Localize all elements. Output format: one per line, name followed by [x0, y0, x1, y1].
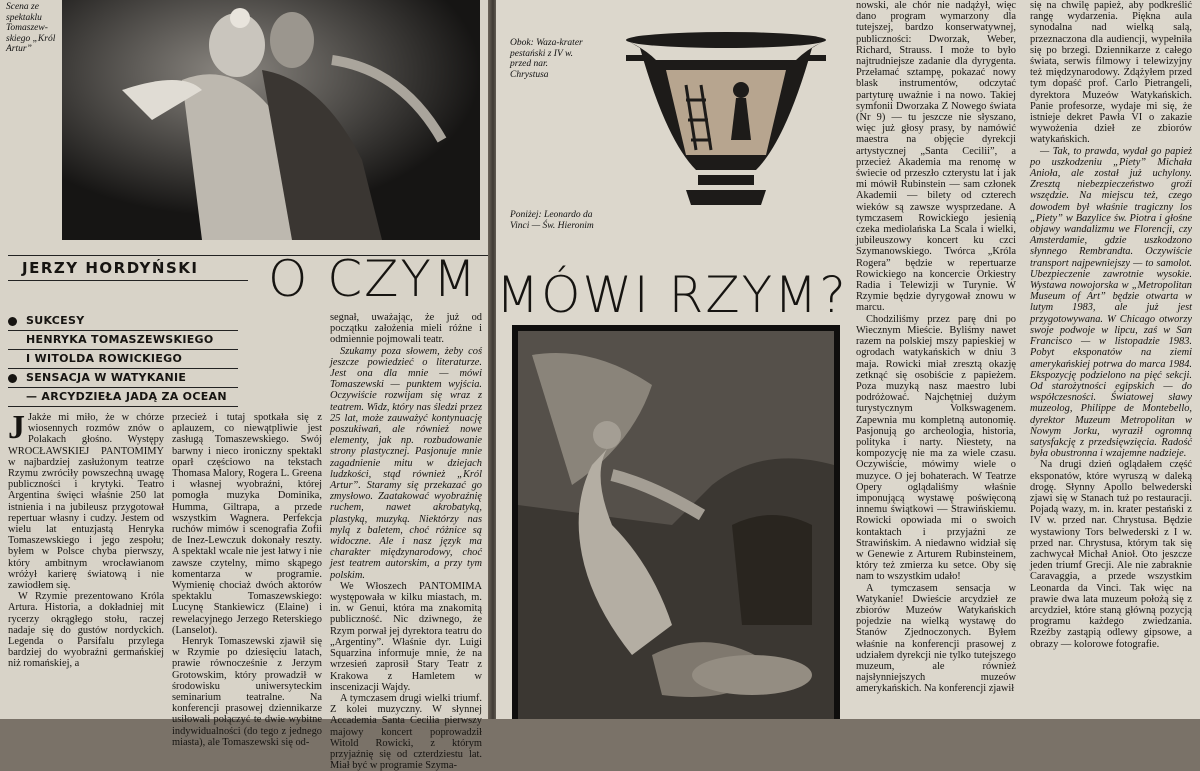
photo-caption: Scena ze spektaklu Tomaszew-skiego „Król Artur” — [6, 2, 56, 54]
byline-rule — [8, 280, 248, 281]
kicker-item: SENSACJA W WATYKANIE — [8, 369, 238, 388]
author-byline: JERZY HORDYŃSKI — [22, 259, 199, 277]
paragraph: Chodziliśmy przez parę dni po Wiecznym Mieście. Byliśmy nawet razem na polskiej mszy papieskiej w ogrodach watykańskich w dniu 3 maja. Rowicki miał zresztą okazję zetknąć się osobiście z papieżem. Poza muzyką nasz maestro lubi podróżować. Najchętniej dużym turystycznym Volkswagenem. Zapewnia mu kompletną autonomię. Pasjonują go archeologia, historia, polityka i narty. Niestety, na kompozycję nie ma za wiele czasu. Oczywiście, mówimy wiele o muzyce. O jej bohaterach. W Teatrze Opery oglądaliśmy właśnie imponującą wystawę poświęconą innemu świątkowi — Strawińskiemu. Rowicki opowiada mi o swoich kontaktach i przyjaźni ze Strawińskim. A niedawno widział się w Genewie z Arturem Rubinsteinem, który też zmierza ku setce. Oby się nam to wszystkim udało! — [856, 313, 1016, 583]
vase-photo — [616, 30, 836, 230]
kicker-item: — ARCYDZIEŁA JADĄ ZA OCEAN — [8, 388, 238, 407]
painting-photo — [512, 325, 840, 719]
kicker-item: HENRYKA TOMASZEWSKIEGO — [8, 331, 238, 350]
stage-photo — [62, 0, 480, 240]
paragraph: się na chwilę papież, aby podkreślić rangę wydarzenia. Piękna aula synodalna nad wielką salą, przeznaczona dla audiencji, wypełniła się po brzegi. Dziennikarze z całego świata, serwis filmowy i telewizyjny też międzynarodowy. Zdążyłem przed tym dopaść prof. Carlo Pietrangeli, dyrektora Muzeów Watykańskich. Panie profesorze, wydaje mi się, że istnieje dekret Pawła VI o zakazie wywożenia dzieł ze zbiorów watykańskich. — [1030, 0, 1192, 146]
headline-part1: O CZYM — [268, 250, 479, 308]
bullet-icon — [8, 374, 17, 383]
paragraph: przecież i tutaj spotkała się z aplauzem, co niewątpliwie jest zasługą Tomaszewskiego. Swój barwny i nieco ironiczny spektakl oparł częściowo na tekstach Thomasa Malory, Rogera L. Greena i własnej wyobraźni, której pomogła muzyka Dominika, Humma, Giltrapa, a przede wszystkim Wagnera. Perfekcja ruchów mimów i scenografia Zofii de Inez-Lewczuk dokonały reszty. A spektakl wcale nie jest łatwy i nie zawsze czytelny, mimo skąpego komentarza w programie. Wymienię chociaż dwóch aktorów spektaklu Tomaszewskiego: Lucynę Stankiewicz (Elaine) i rewelacyjnego Jerzego Reterskiego (Lanselot). — [172, 412, 322, 636]
paragraph: segnał, uważając, że już od początku założenia mieli różne i odmiennie pojmowali teatr. — [330, 312, 482, 346]
drop-cap: J — [8, 409, 25, 446]
column-1 — [8, 409, 164, 717]
column-3 — [330, 312, 482, 771]
paragraph: — Tak, to prawda, wydał go papież po uszkodzeniu „Piety” Michała Anioła, ale został już uchylony. Zresztą niebezpieczeństwo groźi wszędzie. Na miejscu też, czego dowodem był właśnie tragiczny los „Piety” w Bazylice św. Piotra i głośne objawy wandalizmu we Florencji, czy Amsterdamie, gdzie uszkodzono słynnego Rembrandta. Oczywiście transport najpewniejszy — to samolot. Ubezpieczenie zawrotnie wysokie. Wystawa nowojorska w „Metropolitan Museum of Art” będzie otwarta w lutym 1983, ale już jest przygotowywana. W Chicago otworzy swoje podwoje w lipcu, zaś w San Francisco — w listopadzie 1983. Pobyt eksponatów na ziemi amerykańskiej potrwa do marca 1984. Ekspozycję podzielono na pięć sekcji. Od starożytności egipskich — do współczesności. Światowej sławy muzeolog, Philippe de Montebello, dyrektor Muzeum Metropolitan w Nowym Jorku, wyraził ogromną satysfakcję z przedsięwzięcia. Radość była obustronna i wzajemne nadzieje. — [1030, 145, 1192, 460]
right-page — [496, 0, 1200, 719]
paragraph: We Włoszech PANTOMIMA występowała w kilku miastach, m. in. w Genui, która ma znakomitą publiczność. Nic dziwnego, że Rzym porwał jej dyrektora teatru do „Argentiny”. Właśnie dyr. Luigi Squarzina informuje mnie, że na wrzesień zaprosił Stary Teatr z Krakowa z Hamletem w inscenizacji Wajdy. — [330, 580, 482, 693]
kicker-item: I WITOLDA ROWICKIEGO — [8, 350, 238, 369]
left-page — [0, 0, 490, 771]
paragraph: J Jakże mi miło, że w chórze wiosennych rozmów znów o Polakach głośno. Występy WROCŁAWSKIEJ PANTOMIMY w najbardziej zasłużonym teatrze Rzymu zwróciły powszechną uwagę publiczności i krytyki. Teatro Argentina święci właśnie 250 lat istnienia i na jubileusz przygotował repertuar własny i cudzy. Jestem od wielu lat entuzjastą Henryka Tomaszewskiego i jego zespołu; byłem w Polsce chyba pierwszy, który ambitnym wrocławianom wróżył karierę światową i nie zawiodłem się. — [8, 409, 164, 592]
paragraph: A tymczasem drugi wielki triumf. Z kolei muzyczny. W słynnej Accademia Santa Cecilia pierwszy majowy koncert poprowadził Witold Rowicki, z którym przyjaźnię się od czterdziestu lat. Miał być w programie Szyma- — [330, 692, 482, 771]
headline-part2: MÓWI RZYM? — [496, 266, 848, 324]
painting-caption: Poniżej: Leonardo da Vinci — Św. Hieronim — [510, 210, 594, 231]
paragraph: nowski, ale chór nie nadążył, więc dano program wymarzony dla tutejszej, bardzo konserwatywnej, publiczności: Dworzak, Weber, Richard, Strauss. I może to było najtrudniejsze zadanie dla dyrygenta. Przełamać sztampę, pokazać nowy blask instrumentów, odczytać partyturę uważnie i na nowo. Takiej symfonii Dworzaka Z Nowego świata (Nr 9) — tu jeszcze nie słyszano, więc już głosy prasy, by namówić maestra na objęcie dyrekcji artystycznej „Santa Cecilii”, a przecież Akademia ma renomę w świecie od przeszło czterystu lat i jak mi mówił Rubinstein — sam członek Akademii — bilety od czterech wieków są zawsze wysprzedane. A tymczasem Rowickiego jesienią czeka mediolańska La Scala i wielki, jubileuszowy koncert ku czci Szymanowskiego. Twórca „Króla Rogera” będzie w repertuarze Rowickiego na koncercie Orkiestry Radia i Telewizji w Turynie. W Rzymie będzie dyrygował znowu w marcu. — [856, 0, 1016, 314]
paragraph: Henryk Tomaszewski zjawił się w Rzymie po dziesięciu latach, prawie równocześnie z Jerzym Grotowskim, który prowadził w środowisku uniwersyteckim seminarium teatralne. Na konferencji prasowej dziennikarze usiłowali połączyć te dwie wybitne indywidualności (do tego z jednego miasta), ale Tomaszewski się od- — [172, 636, 322, 748]
column-4 — [856, 0, 1016, 719]
paragraph: A tymczasem sensacja w Watykanie! Dwieście arcydzieł ze zbiorów Muzeów Watykańskich pojedzie na wielką wystawę do Stanów Zjednoczonych. Byłem właśnie na konferencji prasowej z udziałem dyrekcji nie tylko tutejszego muzeum, ale również najsłynniejszych muzeów amerykańskich. Na konferencji zjawił — [856, 582, 1016, 695]
vase-caption: Obok: Waza-krater pestański z IV w. przed nar. Chrystusa — [510, 38, 583, 80]
bullet-icon — [8, 317, 17, 326]
kicker-list — [8, 312, 238, 407]
paragraph: Szukamy poza słowem, żeby coś jeszcze powiedzieć o literaturze. Jest ona dla mnie — mówi Tomaszewski — punktem wyjścia. Oczywiście rozwijam się wraz z teatrem. Widz, który nas śledzi przez 25 lat, może zauważyć kontynuację poszukiwań, ale również nowe elementy, jak np. rozbudowanie strony plastycznej. Pasjonuje mnie zagadnienie mitu w dziejach ludzkości, stąd również „Król Artur”. Staramy się przekazać go zmysłowo. Zaatakować wyobraźnię ruchem, nawet akrobatyką, plastyką, muzyką. Niektórzy nas mylą z baletem, choć różnice są widoczne. Ale i nasz język ma charakter międzynarodowy, choć jest teatrem autorskim, a przy tym polskim. — [330, 345, 482, 581]
painting-image — [512, 325, 840, 719]
stage-photo-image — [62, 0, 480, 240]
column-2 — [172, 412, 322, 748]
paragraph: W Rzymie prezentowano Króla Artura. Historia, a dokładniej mit rycerzy okrągłego stołu, raczej nadaje się do gustów nordyckich. Legenda o Parsifalu przylega bardziej do wyobraźni germańskiej niż romańskiej, a — [8, 591, 164, 670]
column-5 — [1030, 0, 1192, 719]
paragraph: Na drugi dzień oglądałem część eksponatów, które wyruszą w daleką drogę. Słynny Apollo belwederski zjawi się w Stanach tuż po restauracji. Pojadą wazy, m. in. krater pestański z IV w. przed nar. Chrystusa. Będzie wystawiony Tors belwederski z I w. przed nar. Chrystusa, którym tak się zachwycał Michał Anioł. Oto jeszcze jeden triumf Grecji. Ale nie zabraknie Caravaggia, a przede wszystkim Leonarda da Vinci. Tak więc na prawie dwa lata muzeum położą się z arcydzieł, które staną główną pozycją programu każdego zwiedzania. Rzeźby zastąpią odlewy gipsowe, a obrazy — kolorowe fotografie. — [1030, 459, 1192, 650]
kicker-item: SUKCESY — [8, 312, 238, 331]
vase-image — [616, 30, 836, 230]
